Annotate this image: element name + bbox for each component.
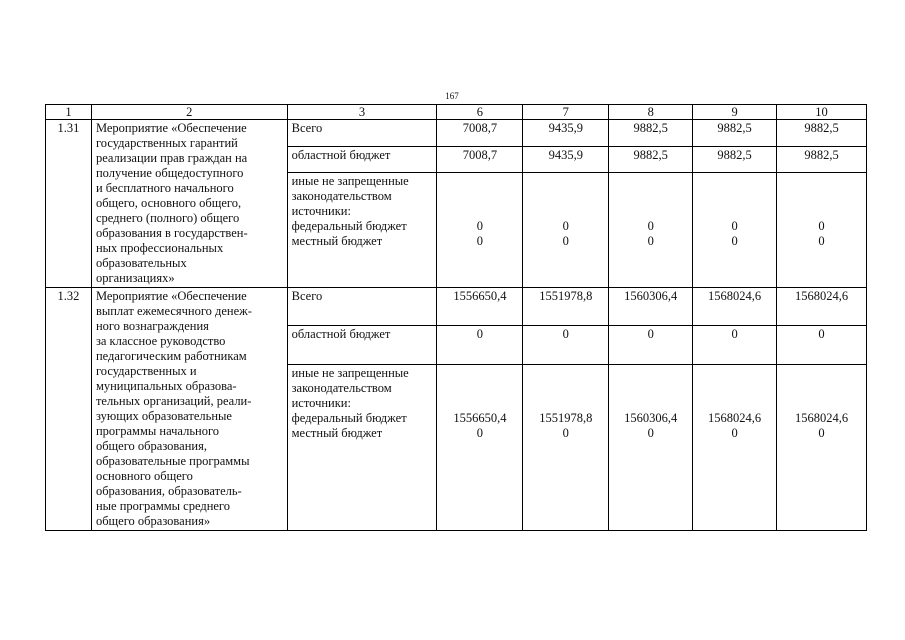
value-cell: 9882,5	[777, 146, 867, 173]
table-row	[46, 120, 867, 147]
value-cell: 7008,7	[437, 146, 523, 173]
value-cell: 1551978,8 0	[523, 364, 609, 530]
source-label: Всего	[287, 288, 437, 326]
value-cell: 7008,7	[437, 120, 523, 147]
value-cell: 0 0	[693, 173, 777, 288]
value-cell: 9435,9	[523, 146, 609, 173]
value-cell: 0	[609, 326, 693, 364]
value-cell: 0	[523, 326, 609, 364]
activity-description: Мероприятие «Обеспечение выплат ежемесячного денеж- ного вознаграждения за классное руководство педагогическим работникам государственных и муниципальных образова- тельных организаций, реали- зующих образовательные программы начального общего образования, образовательные программы основного общего образования, образователь- ные программы среднего общего образования»	[91, 288, 287, 531]
value-cell: 1568024,6	[693, 288, 777, 326]
col-header: 2	[91, 105, 287, 120]
source-label: Всего	[287, 120, 437, 147]
value-cell: 9882,5	[693, 120, 777, 147]
source-label: иные не запрещенные законодательством источники: федеральный бюджет местный бюджет	[287, 364, 437, 530]
header-row	[46, 105, 867, 120]
col-header: 9	[693, 105, 777, 120]
value-cell: 9882,5	[693, 146, 777, 173]
value-cell: 1560306,4 0	[609, 364, 693, 530]
value-cell: 0 0	[437, 173, 523, 288]
col-header: 7	[523, 105, 609, 120]
source-label: областной бюджет	[287, 326, 437, 364]
value-cell: 1568024,6	[777, 288, 867, 326]
value-cell: 1568024,6 0	[693, 364, 777, 530]
value-cell: 1568024,6 0	[777, 364, 867, 530]
value-cell: 9882,5	[777, 120, 867, 147]
value-cell: 0	[777, 326, 867, 364]
value-cell: 1556650,4 0	[437, 364, 523, 530]
col-header: 1	[46, 105, 92, 120]
value-cell: 9882,5	[609, 120, 693, 147]
budget-table	[45, 104, 867, 531]
row-number: 1.32	[46, 288, 92, 531]
col-header: 10	[777, 105, 867, 120]
value-cell: 1551978,8	[523, 288, 609, 326]
table-row	[46, 288, 867, 326]
value-cell: 1560306,4	[609, 288, 693, 326]
col-header: 8	[609, 105, 693, 120]
value-cell: 0	[693, 326, 777, 364]
value-cell: 0 0	[523, 173, 609, 288]
activity-description: Мероприятие «Обеспечение государственных гарантий реализации прав граждан на получение общедоступного и бесплатного начального общего, основного общего, среднего (полного) общего образования в государствен- ных профессиональных образовательных организациях»	[91, 120, 287, 288]
page-number: 167	[445, 91, 459, 101]
value-cell: 9435,9	[523, 120, 609, 147]
row-number: 1.31	[46, 120, 92, 288]
value-cell: 0	[437, 326, 523, 364]
value-cell: 0 0	[609, 173, 693, 288]
value-cell: 0 0	[777, 173, 867, 288]
col-header: 6	[437, 105, 523, 120]
value-cell: 1556650,4	[437, 288, 523, 326]
source-label: областной бюджет	[287, 146, 437, 173]
value-cell: 9882,5	[609, 146, 693, 173]
col-header: 3	[287, 105, 437, 120]
source-label: иные не запрещенные законодательством источники: федеральный бюджет местный бюджет	[287, 173, 437, 288]
